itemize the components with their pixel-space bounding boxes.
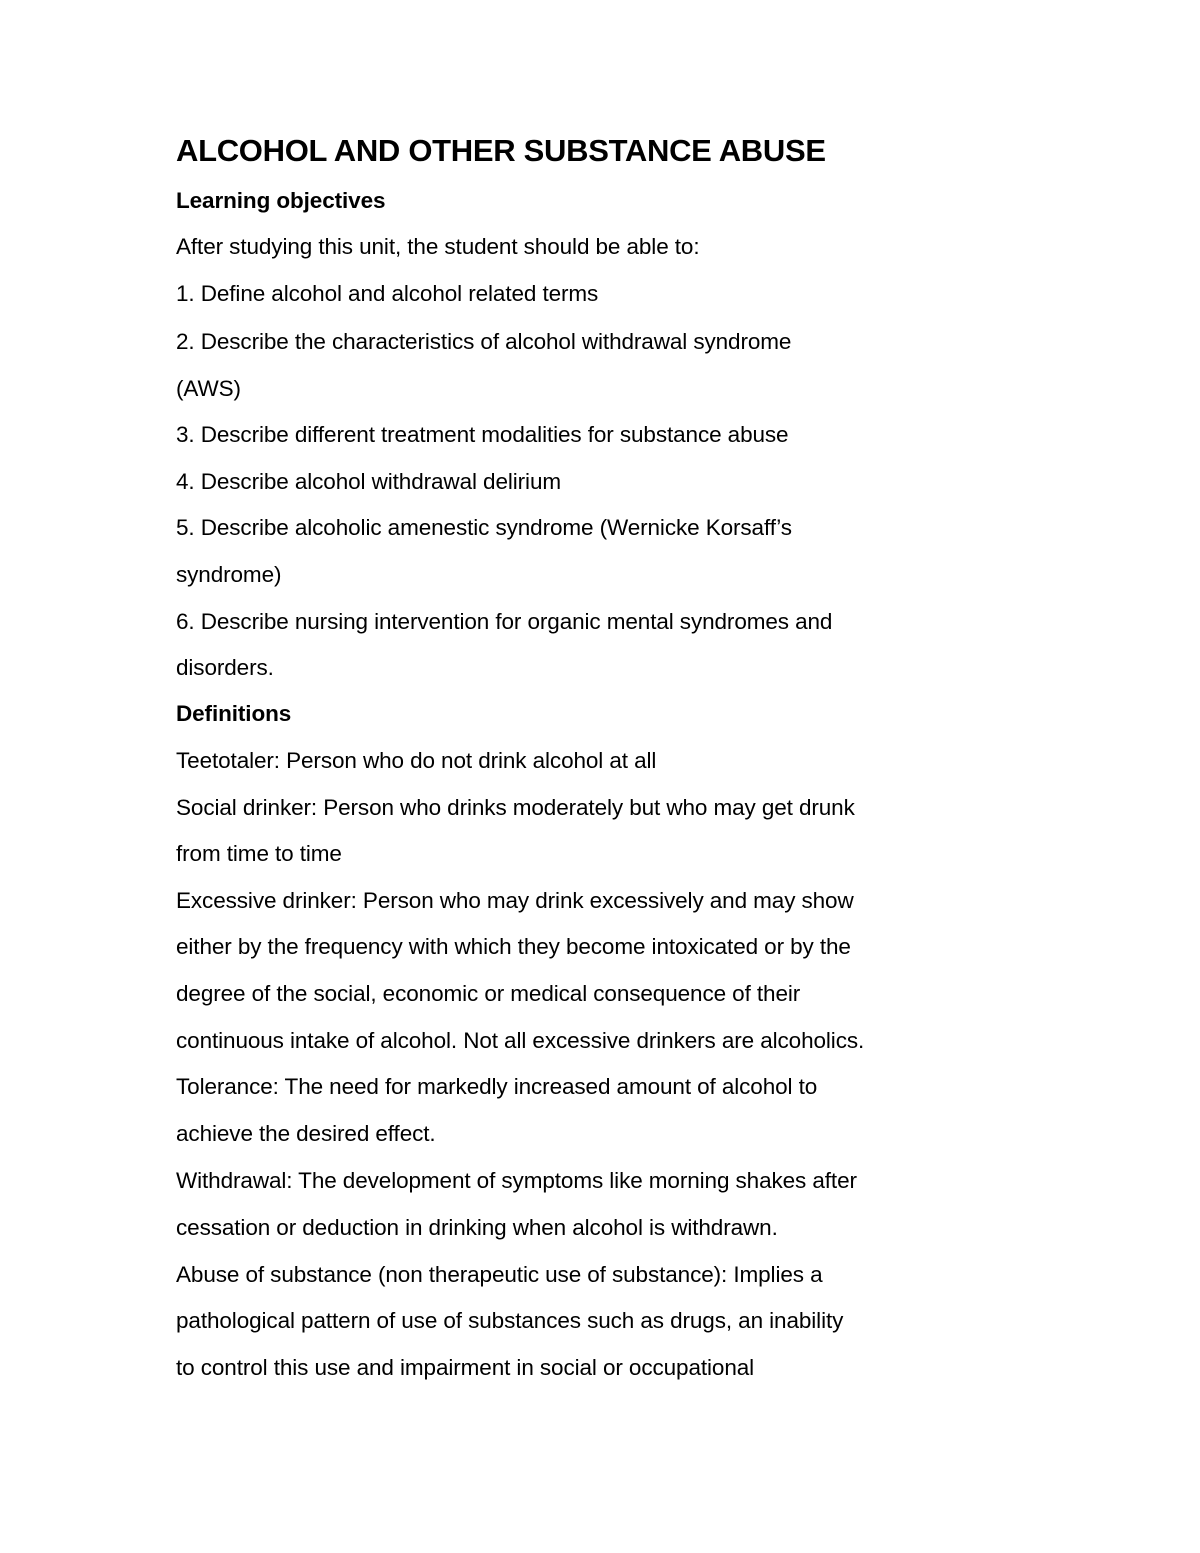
definitions-heading: Definitions (176, 701, 292, 726)
definition-line: degree of the social, economic or medical consequence of their (176, 981, 801, 1006)
objective-line: 2. Describe the characteristics of alcohol withdrawal syndrome (176, 329, 792, 354)
definition-line: Social drinker: Person who drinks moderately but who may get drunk (176, 795, 855, 820)
definition-line: Excessive drinker: Person who may drink excessively and may show (176, 888, 854, 913)
definition-line: to control this use and impairment in social or occupational (176, 1355, 755, 1380)
definition-line: achieve the desired effect. (176, 1121, 436, 1146)
objective-line: 3. Describe different treatment modalities for substance abuse (176, 422, 789, 447)
definition-line: Tolerance: The need for markedly increased amount of alcohol to (176, 1074, 818, 1099)
objective-line: 6. Describe nursing intervention for organic mental syndromes and (176, 609, 833, 634)
definition-line: either by the frequency with which they become intoxicated or by the (176, 934, 851, 959)
definition-line: pathological pattern of use of substances such as drugs, an inability (176, 1308, 844, 1333)
definition-line: Withdrawal: The development of symptoms like morning shakes after (176, 1168, 857, 1193)
objective-line: (AWS) (176, 376, 241, 401)
definition-line: Teetotaler: Person who do not drink alcohol at all (176, 748, 657, 773)
page-title: ALCOHOL AND OTHER SUBSTANCE ABUSE (176, 133, 826, 168)
objective-line: syndrome) (176, 562, 282, 587)
objective-line: 4. Describe alcohol withdrawal delirium (176, 469, 562, 494)
objective-line: 1. Define alcohol and alcohol related terms (176, 281, 599, 306)
objectives-heading: Learning objectives (176, 188, 386, 213)
definition-line: continuous intake of alcohol. Not all excessive drinkers are alcoholics. (176, 1028, 865, 1053)
objective-line: disorders. (176, 655, 274, 680)
objective-line: 5. Describe alcoholic amenestic syndrome (Wernicke Korsaff’s (176, 515, 792, 540)
definition-line: cessation or deduction in drinking when alcohol is withdrawn. (176, 1215, 778, 1240)
intro-text: After studying this unit, the student should be able to: (176, 234, 700, 259)
definition-line: Abuse of substance (non therapeutic use of substance): Implies a (176, 1262, 823, 1287)
definition-line: from time to time (176, 841, 342, 866)
